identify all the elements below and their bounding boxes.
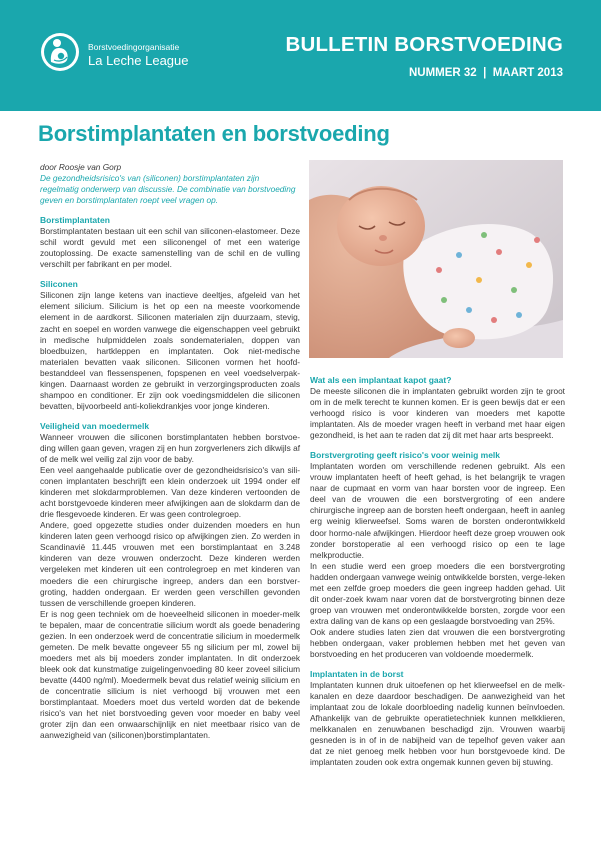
paragraph: Wanneer vrouwen die siliconen borstimplantaten hebben borstvoe-ding willen gaan geven, vragen zij en hun zorgverleners zich dikwijls af of de melk wel veilig zal zijn voor de baby. [40, 431, 300, 464]
article-author: door Roosje van Gorp [40, 162, 122, 172]
section-heading-implantaten-in-de-borst: Implantaten in de borst [310, 669, 404, 680]
header-banner [0, 0, 601, 111]
mother-and-child-logo-icon [40, 32, 80, 72]
paragraph: Borstimplantaten bestaan uit een schil van siliconen-elastomeer. Deze schil wordt gevuld met een siliconengel of met een waterige zoutoplossing. De exacte samenstelling van de schil en de vulling verschilt per fabrikant en per model. [40, 226, 300, 270]
section-heading-borstvergroting-risico: Borstvergroting geeft risico's voor weinig melk [310, 450, 501, 461]
baby-photo [309, 160, 563, 358]
organisation-type: Borstvoedingorganisatie [88, 42, 180, 52]
paragraph: Een veel aangehaalde publicatie over de gezondheidsrisico's van sili-conen implantaten beschrijft een klein onderzoek uit 1994 onder elf kinderen met slokdarmproblemen. Van deze kinderen vertoonden de acht borstgevoede kinderen meer afwijkingen aan de slokdarm dan de drie flesgevoede kinderen. Er was geen controlegroep. [40, 465, 300, 520]
paragraph: De meeste siliconen die in implantaten gebruikt worden zijn te groot om in de melk terecht te kunnen komen. Er is geen bewijs dat er een verhoogd risico is voor kinderen van moeders met kapotte implantaten. Als de moeder vragen heeft in verband met haar eigen gezondheid, is het aan te raden dat zij dit met haar arts bespreekt. [310, 386, 565, 441]
article-title: Borstimplantaten en borstvoeding [38, 121, 390, 146]
article-left-column [40, 162, 300, 741]
paragraph: Andere, goed opgezette studies onder duizenden moeders en hun kinderen laten geen verhoogd risico op afwijkingen zien. Zo werden in Scandinavië 11.445 vrouwen met een borstimplantaat en 3.248 kinderen van deze vrouwen onderzocht. Deze kinderen werden vergeleken met kinderen uit een controlegroep en met kinderen van moeders die een chirurgische ingreep, anders dan een borstver-groting, hadden ondergaan. Er werden geen verschillen gevonden tussen de verschillende groepen kinderen. [40, 520, 300, 608]
paragraph: Implantaten kunnen druk uitoefenen op het klierweefsel en de melk-kanalen en deze daardoor beschadigen. De aanwezigheid van het implantaat zou de lokale doorbloeding nadelig kunnen beïnvloeden. Afhankelijk van de gebruikte operatietechniek kunnen melkklieren, melkkanalen en zenuwbanen beschadigd zijn. Vrouwen waarbij gesneden is in of in de nabijheid van de tepelhof geven vaker aan dat ze niet genoeg melk hebben voor hun borstgevoede kind. De implantaten zouden ook extra ongemak kunnen geven bij stuwing. [310, 680, 565, 768]
issue-number-date: NUMMER 32 | MAART 2013 [408, 67, 563, 79]
article-right-column [310, 375, 565, 768]
section-heading-borstimplantaten: Borstimplantaten [40, 215, 110, 226]
paragraph: In een studie werd een groep moeders die een borstvergroting hadden ondergaan vanwege weinig ontwikkelde borsten, verge-leken met een zelfde groep moeders die geen ingreep hadden gehad. Uit dit onder-zoek kwam naar voren dat de borstvergroting binnen deze groep van vrouwen met onderontwikkelde borsten, zorgde voor een extra daling van de kans op een geslaagde borstvoeding van 25%. [310, 560, 565, 626]
paragraph: Implantaten worden om verschillende redenen gebruikt. Als een vrouw implantaten heeft of heeft gehad, is het belangrijk te vragen naar de cupmaat en vorm van haar borsten voor de ingreep. Een deel van de vrouwen die een borstvergroting of een andere chirurgische ingreep aan de borsten heeft ondergaan, heeft in aanleg erg weinig klierweefsel. Soms waren de borsten onderontwikkeld door hormo-nale afwijkingen. Hierdoor heeft deze groep vrouwen ook zonder borstoperatie al een verhoogd risico op een te lage melkproductie. [310, 461, 565, 560]
paragraph: Er is nog geen techniek om de hoeveelheid siliconen in moeder-melk te bepalen, maar de concentratie silicium wordt als goede benadering gezien. In een onderzoek werd de concentratie silicium in moedermelk gemeten. De melk bevatte ongeveer 55 ng silicium per ml, zowel bij moeders met als bij moeders zonder implantaten. In dit onderzoek bleek ook dat kunstmatige zuigelingenvoeding 80 keer zoveel silicium bevatte (4400 ng/ml). Moedermelk bevat dus relatief weinig silicium en de concentratie silicium is niet verhoogd bij vrouwen met een borstimplantaat. Moeders moet dus verteld worden dat de bekende risico's van het niet borstvoeding geven voor moeder en baby veel groter zijn dan een onwaarschijnlijk en niet meetbaar risico van de aanwezigheid van (siliconen)borstimplantaten. [40, 608, 300, 741]
paragraph: Ook andere studies laten zien dat vrouwen die een borstvergroting hebben ondergaan, vaker problemen hebben met het geven van borstvoeding en het produceren van voldoende moedermelk. [310, 626, 565, 660]
sleeping-baby-image [309, 160, 563, 358]
bulletin-title: BULLETIN BORSTVOEDING [285, 33, 563, 56]
paragraph: Siliconen zijn lange ketens van inactieve deeltjes, afgeleid van het element silicium. Silicium is het op een na meeste voorkomende element in de aardkorst. Siliconen materialen zijn duurzaam, stevig, zacht en soepel en worden vanwege die eigenschappen veel gebruikt in medische hulpmiddelen zoals sondematerialen, doppen van bloedbuizen, hartkleppen en implantaten. Ook niet-medische materialen bevatten vaak siliconen. Siliconen vormen het hoofd-bestanddeel van flessenspenen, fopspenen en veel voedselverpak-kingen. Daarnaast worden ze gebruikt in verzorgingsproducten zoals shampoo en conditioner. Er zijn ook voedingsmiddelen die siliconen bevatten, bijvoorbeeld anti-koliekdrankjes voor jonge kinderen. [40, 290, 300, 411]
article-intro: De gezondheidsrisico's van (siliconen) borstimplantaten zijn regelmatig onderwerp van discussie. De combinatie van borstvoeding geven en borstimplantaten roept veel vragen op. [40, 173, 296, 206]
section-heading-siliconen: Siliconen [40, 279, 78, 290]
section-heading-veiligheid-moedermelk: Veiligheid van moedermelk [40, 420, 150, 431]
organisation-name: La Leche League [88, 53, 189, 68]
section-heading-implantaat-kapot: Wat als een implantaat kapot gaat? [310, 375, 452, 385]
